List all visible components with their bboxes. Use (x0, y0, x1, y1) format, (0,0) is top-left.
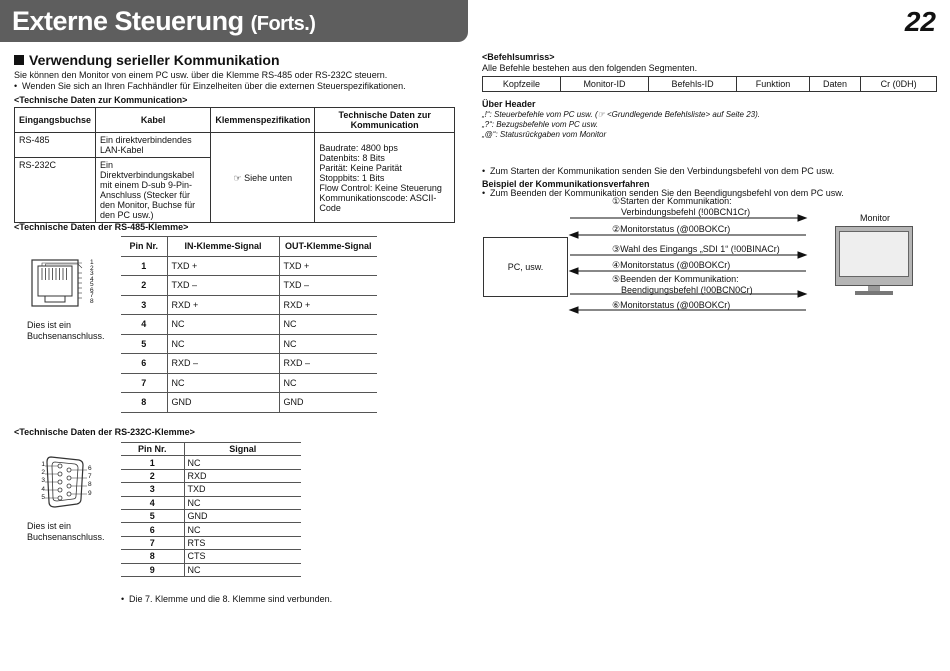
table-cell: RXD – (167, 354, 279, 374)
table-cell: 4 (121, 315, 167, 335)
step-2: ②Monitorstatus (@00BOKCr) (612, 224, 731, 234)
rs232-heading: <Technische Daten der RS-232C-Klemme> (14, 427, 195, 437)
table-header: OUT-Klemme-Signal (279, 237, 377, 257)
table-cell: RTS (184, 536, 301, 549)
comm-spec-heading: <Technische Daten zur Kommunication> (14, 95, 188, 105)
pin-label: 8 (88, 481, 92, 489)
table-row (483, 77, 937, 92)
comm-specs-cell (315, 133, 455, 223)
table-cell: RXD (184, 469, 301, 482)
table-cell: 6 (121, 523, 184, 536)
table-cell: 8 (121, 550, 184, 563)
table-cell: 2 (121, 469, 184, 482)
table-cell: NC (279, 315, 377, 335)
step-line: ①Starten der Kommunikation: (612, 196, 732, 206)
table-row (121, 373, 377, 393)
pin-label: 5 (41, 493, 45, 501)
page-number: 22 (904, 6, 936, 37)
table-header: Kabel (96, 108, 211, 133)
pin-label: 7 (90, 292, 94, 299)
table-cell: 3 (121, 483, 184, 496)
table-cell: NC (184, 496, 301, 509)
bullet-end: • Zum Beenden der Kommunikation senden Sie den Beendigungsbefehl von dem PC usw. (490, 188, 950, 199)
table-cell: NC (279, 334, 377, 354)
caption-line: Dies ist ein (27, 320, 72, 330)
rs485-heading: <Technische Daten der RS-485-Klemme> (14, 222, 189, 232)
table-cell: NC (184, 523, 301, 536)
monitor-base (855, 291, 893, 295)
step-line: ⑤Beenden der Kommunikation: (612, 274, 739, 284)
comm-spec-line: Datenbits: 8 Bits (319, 152, 385, 163)
table-cell: 7 (121, 373, 167, 393)
table-cell: 4 (121, 496, 184, 509)
table-cell: Ein direktverbindendes LAN-Kabel (96, 133, 211, 158)
segment-cell: Befehls-ID (649, 77, 737, 92)
comm-spec-line: Kommunikationscode: ASCII-Code (319, 192, 437, 213)
rs485-caption (27, 320, 105, 342)
table-row (15, 133, 455, 158)
step-3: ③Wahl des Eingangs „SDI 1“ (!00BINACr) (612, 244, 780, 254)
pin-label: 6 (88, 465, 92, 472)
dsub-left-pin-labels (37, 461, 45, 502)
table-header: Eingangsbuchse (15, 108, 96, 133)
segment-cell: Kopfzeile (483, 77, 561, 92)
table-cell: TXD (184, 483, 301, 496)
table-cell: CTS (184, 550, 301, 563)
step-5 (612, 274, 753, 296)
header-note: „@“: Statusrückgaben vom Monitor (482, 130, 607, 139)
comm-spec-line: Parität: Keine Parität (319, 162, 402, 173)
rs485-pin-table (121, 236, 377, 413)
table-row (121, 483, 301, 496)
table-cell: NC (167, 373, 279, 393)
table-row (121, 393, 377, 413)
table-cell: NC (167, 334, 279, 354)
table-row (121, 295, 377, 315)
table-cell: TXD – (167, 276, 279, 296)
table-cell: 2 (121, 276, 167, 296)
rs232-pin-table (121, 442, 301, 577)
rs232-caption (27, 521, 105, 543)
table-cell: GND (279, 393, 377, 413)
table-cell: NC (184, 456, 301, 469)
table-cell: TXD + (167, 256, 279, 276)
table-row (121, 256, 377, 276)
table-cell: 6 (121, 354, 167, 374)
page-title-main: Externe Steuerung (12, 6, 244, 36)
header-note: „!“: Steuerbefehle vom PC usw. (☞ <Grundlegende Befehlsliste> auf Seite 23). (482, 110, 760, 119)
table-cell: GND (167, 393, 279, 413)
header-notes (482, 110, 760, 140)
square-bullet-icon (14, 55, 24, 65)
table-cell: RS-232C (15, 158, 96, 223)
table-cell: NC (167, 315, 279, 335)
pin-label: 6 (90, 286, 94, 294)
monitor-label: Monitor (860, 213, 891, 223)
step-line: Beendigungsbefehl (!00BCN0Cr) (621, 285, 753, 295)
segment-cell: Funktion (737, 77, 810, 92)
table-cell: RXD – (279, 354, 377, 374)
table-row (121, 315, 377, 335)
table-header-row (15, 108, 455, 133)
procedure-heading: Beispiel der Kommunikationsverfahren (482, 179, 650, 189)
table-cell: RXD + (167, 295, 279, 315)
segment-cell: Daten (809, 77, 860, 92)
table-row (121, 276, 377, 296)
table-row (121, 334, 377, 354)
pc-label: PC, usw. (507, 262, 544, 272)
command-segments-table (482, 76, 937, 92)
table-cell: TXD + (279, 256, 377, 276)
table-header-row (121, 237, 377, 257)
monitor-screen (839, 231, 909, 277)
bullet-start: • Zum Starten der Kommunikation senden Sie den Verbindungsbefehl von dem PC usw. (490, 166, 950, 177)
rs232-note: • Die 7. Klemme und die 8. Klemme sind verbunden. (129, 594, 950, 605)
table-row (121, 496, 301, 509)
page-title (12, 6, 315, 37)
table-cell: 7 (121, 536, 184, 549)
intro-text-1: Sie können den Monitor von einem PC usw. über die Klemme RS-485 oder RS-232C steuern. (14, 70, 388, 80)
intro-text-2: • Wenden Sie sich an Ihren Fachhändler für Einzelheiten über die externen Steuerspezifikationen. (22, 81, 462, 92)
outline-text: Alle Befehle bestehen aus den folgenden Segmenten. (482, 63, 698, 73)
table-header: Technische Daten zur Kommunication (315, 108, 455, 133)
pin-label: 4 (41, 485, 45, 493)
table-cell: RS-485 (15, 133, 96, 158)
table-cell: 3 (121, 295, 167, 315)
section-title-text: Verwendung serieller Kommunikation (29, 52, 280, 68)
step-4: ④Monitorstatus (@00BOKCr) (612, 260, 731, 270)
dsub-right-pin-labels (88, 465, 92, 498)
page-title-sub: (Forts.) (250, 13, 316, 35)
table-header: Pin Nr. (121, 443, 184, 456)
pin-label: 2 (41, 469, 45, 477)
caption-line: Dies ist ein (27, 521, 72, 531)
table-cell: ☞ Siehe unten (211, 133, 315, 223)
segment-cell: Monitor-ID (560, 77, 648, 92)
pin-label: 4 (90, 275, 94, 283)
table-header-row (121, 443, 301, 456)
table-cell: TXD – (279, 276, 377, 296)
table-cell: NC (279, 373, 377, 393)
caption-line: Buchsenanschluss. (27, 532, 105, 542)
pin-label: 1 (41, 461, 45, 468)
table-cell: GND (184, 509, 301, 522)
pin-label: 3 (41, 477, 45, 485)
table-cell: NC (184, 563, 301, 576)
table-row (121, 550, 301, 563)
table-row (121, 563, 301, 576)
table-cell: Ein Direktverbindungskabel mit einem D-sub 9-Pin-Anschluss (Stecker für den Monitor, Buchse für den PC usw.) (96, 158, 211, 223)
table-cell: 9 (121, 563, 184, 576)
table-row (121, 523, 301, 536)
pin-label: 3 (90, 270, 94, 277)
table-row (121, 469, 301, 482)
table-header: Signal (184, 443, 301, 456)
outline-heading: <Befehlsumriss> (482, 52, 555, 62)
section-title (14, 52, 280, 68)
table-row (121, 456, 301, 469)
caption-line: Buchsenanschluss. (27, 331, 105, 341)
step-6: ⑥Monitorstatus (@00BOKCr) (612, 300, 731, 310)
rj45-pin-labels (90, 260, 94, 304)
dsub9-connector-icon (45, 454, 87, 510)
pin-label: 9 (88, 489, 92, 497)
pin-label: 1 (90, 259, 94, 266)
table-row (121, 536, 301, 549)
table-cell: 1 (121, 456, 184, 469)
table-cell: 5 (121, 509, 184, 522)
table-row (121, 354, 377, 374)
header-note: „?“: Bezugsbefehle vom PC usw. (482, 120, 599, 129)
pin-label: 8 (90, 297, 94, 305)
segment-cell: Cr (0DH) (861, 77, 937, 92)
table-row (121, 509, 301, 522)
comm-spec-line: Baudrate: 4800 bps (319, 142, 398, 153)
table-header: IN-Klemme-Signal (167, 237, 279, 257)
comm-spec-line: Stoppbits: 1 Bits (319, 172, 385, 183)
table-cell: RXD + (279, 295, 377, 315)
table-cell: 8 (121, 393, 167, 413)
table-cell: 1 (121, 256, 167, 276)
pin-label: 2 (90, 264, 94, 272)
table-cell: 5 (121, 334, 167, 354)
step-1 (612, 196, 750, 218)
monitor-icon (833, 226, 915, 296)
step-line: Verbindungsbefehl (!00BCN1Cr) (621, 207, 751, 217)
pc-box (483, 237, 568, 297)
comm-spec-line: Flow Control: Keine Steuerung (319, 182, 442, 193)
table-header: Klemmenspezifikation (211, 108, 315, 133)
table-header: Pin Nr. (121, 237, 167, 257)
header-heading: Über Header (482, 99, 536, 109)
pin-label: 7 (88, 473, 92, 481)
pin-label: 5 (90, 281, 94, 288)
comm-spec-table (14, 107, 455, 223)
